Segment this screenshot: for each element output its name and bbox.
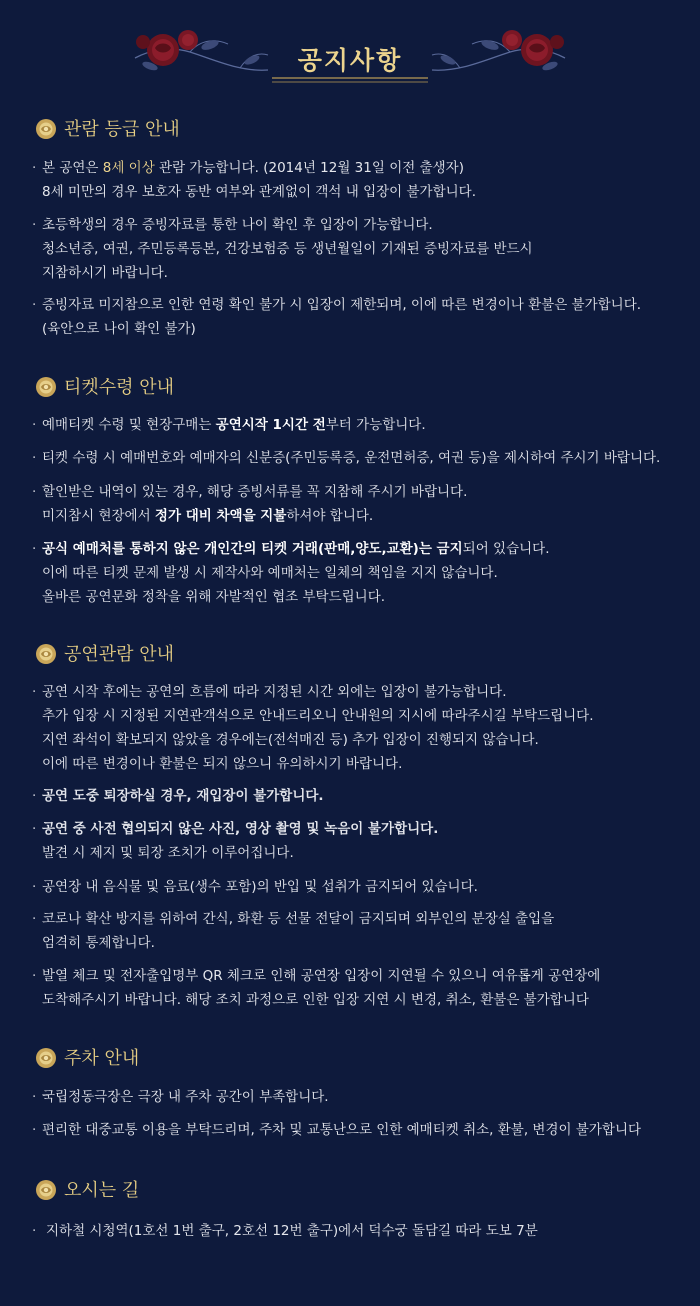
item-text-line: 미지참시 현장에서 정가 대비 차액을 지불하셔야 합니다.: [42, 508, 374, 524]
item-text-line: 엄격히 통제합니다.: [42, 935, 155, 951]
section-viewing: [0, 641, 700, 671]
rose-bullet-icon: [35, 376, 57, 398]
item-text-line: (육안으로 나이 확인 불가): [42, 321, 196, 337]
item-text-line: 공식 예매처를 통하지 않은 개인간의 티켓 거래(판매,양도,교환)는 금지되어 있습니다.: [42, 541, 550, 557]
item-text-line: 공연 도중 퇴장하실 경우, 재입장이 불가합니다.: [42, 788, 324, 804]
item-text-line: 초등학생의 경우 증빙자료를 통한 나이 확인 후 입장이 가능합니다.: [42, 217, 433, 233]
rose-bullet-icon: [35, 1179, 57, 1201]
item-text-line: 편리한 대중교통 이용을 부탁드리며, 주차 및 교통난으로 인한 예매티켓 취소, 환불, 변경이 불가합니다: [42, 1122, 642, 1138]
section-title: 티켓수령 안내: [64, 377, 175, 398]
section-header: [0, 641, 700, 671]
rose-bullet-icon: [35, 1047, 57, 1069]
section-header: [0, 1177, 700, 1207]
item-text-line: 증빙자료 미지참으로 인한 연령 확인 불가 시 입장이 제한되며, 이에 따른 변경이나 환불은 불가합니다.: [42, 297, 642, 313]
notice-page: 공지사항 관람 등급 안내 · 본 공연은 8세 이상 관람 가능합니다. (2014년 12월 31일 이전 출생자) 8세 미만의 경우 보호자 동반 여부와 관계없이 객석 내 입장이 불가합니다. · 초등학생의 경우 증빙자료를 통한 나이 확인 후 입장이 가능합니다. 청소년증, 여권, 주민등록등본, 건강보험증 등 생년월일이 기재된 증빙자료를 반드시 지참하시기 바랍니다. · 증빙자료 미지참으로 인한 연령 확인 불가 시 입장이 제한되며, 이에 따른 변경이나 환불은 불가합니다. (육안으로 나이 확인 불가) 티켓수령 안내 · 예매티켓 수령 및 현장구매는 공연시작 1시간 전부터 가능합니다. · 티켓 수령 시 예매번호와 예매자의 신분증(주민등록증, 운전면허증, 여권 등)을 제시하여 주시기 바랍니다. · 할인받은 내역이 있는 경우, 해당 증빙서류를 꼭 지참해 주시기 바랍니다. 미지참시 현장에서 정가 대비 차액을 지불하셔야 합니다. · 공식 예매처를 통하지 않은 개인간의 티켓 거래(판매,양도,교환)는 금지되어 있습니다. 이에 따른 티켓 문제 발생 시 제작사와 예매처는 일체의 책임을 지지 않습니다. 올바른 공연문화 정착을 위해 자발적인 협조 부탁드립니다. 공연관람 안내 · 공연 시작 후에는 공연의 흐름에 따라 지정된 시간 외에는 입장이 불가능합니다. 추가 입장 시 지정된 지연관객석으로 안내드리오니 안내원의 지시에 따라주시길 부탁드립니다. 지연 좌석이 확보되지 않았을 경우에는(전석매진 등) 추가 입장이 진행되지 않습니다. 이에 따른 변경이나 환불은 되지 않으니 유의하시기 바랍니다. · 공연 도중 퇴장하실 경우, 재입장이 불가합니다. · 공연 중 사전 협의되지 않은 사진, 영상 촬영 및 녹음이 불가합니다. 발견 시 제지 및 퇴장 조치가 이루어집니다. · 공연장 내 음식물 및 음료(생수 포함)의 반입 및 섭취가 금지되어 있습니다. · 코로나 확산 방지를 위하여 간식, 화환 등 선물 전달이 금지되며 외부인의 분장실 출입을 엄격히 통제합니다. · 발열 체크 및 전자출입명부 QR 체크로 인해 공연장 입장이 지연될 수 있으니 여유롭게 공연장에 도착해주시기 바랍니다. 해당 조치 과정으로 인한 입장 지연 시 변경, 취소, 환불은 불가합니다 주차 안내 · 국립정동극장은 극장 내 주차 공간이 부족합니다. · 편리한 대중교통 이용을 부탁드리며, 주차 및 교통난으로 인한 예매티켓 취소, 환불, 변경이 불가합니다 오시는 길 · 지하철 시청역(1호선 1번 출구, 2호선 12번 출구)에서 덕수궁 돌담길 따라 도보 7분: [0, 0, 700, 1306]
item-text-line: 이에 따른 변경이나 환불은 되지 않으니 유의하시기 바랍니다.: [42, 756, 403, 772]
item-text-line: 올바른 공연문화 정착을 위해 자발적인 협조 부탁드립니다.: [42, 589, 386, 605]
section-ticket: [0, 374, 700, 404]
item-text-line: 지참하시기 바랍니다.: [42, 265, 168, 281]
section-title: 공연관람 안내: [64, 644, 175, 665]
section-title: 주차 안내: [64, 1048, 140, 1069]
item-text-line: 공연장 내 음식물 및 음료(생수 포함)의 반입 및 섭취가 금지되어 있습니다.: [42, 879, 478, 895]
section-rating: [0, 116, 700, 146]
item-text-line: 도착해주시기 바랍니다. 해당 조치 과정으로 인한 입장 지연 시 변경, 취소, 환불은 불가합니다: [42, 992, 589, 1008]
section-directions: [0, 1177, 700, 1207]
section-header: [0, 1045, 700, 1075]
rose-bullet-icon: [35, 118, 57, 140]
rose-bullet-icon: [35, 643, 57, 665]
item-text-line: 국립정동극장은 극장 내 주차 공간이 부족합니다.: [42, 1089, 329, 1105]
item-text-line: 청소년증, 여권, 주민등록등본, 건강보험증 등 생년월일이 기재된 증빙자료를 반드시: [42, 241, 533, 257]
item-text-line: 본 공연은 8세 이상 관람 가능합니다. (2014년 12월 31일 이전 출생자): [42, 160, 464, 176]
page-title: 공지사항: [297, 46, 403, 75]
item-text-line: 8세 미만의 경우 보호자 동반 여부와 관계없이 객석 내 입장이 불가합니다.: [42, 184, 476, 200]
item-text-line: 할인받은 내역이 있는 경우, 해당 증빙서류를 꼭 지참해 주시기 바랍니다.: [42, 484, 468, 500]
notice-header: [0, 0, 700, 100]
item-text-line: 발견 시 제지 및 퇴장 조치가 이루어집니다.: [42, 845, 294, 861]
section-title: 관람 등급 안내: [64, 119, 180, 140]
item-text-line: 공연 중 사전 협의되지 않은 사진, 영상 촬영 및 녹음이 불가합니다.: [42, 821, 439, 837]
section-header: [0, 116, 700, 146]
section-parking: [0, 1045, 700, 1075]
item-text-line: 추가 입장 시 지정된 지연관객석으로 안내드리오니 안내원의 지시에 따라주시길 부탁드립니다.: [42, 708, 594, 724]
item-text-line: 예매티켓 수령 및 현장구매는 공연시작 1시간 전부터 가능합니다.: [42, 417, 426, 433]
section-title: 오시는 길: [64, 1180, 140, 1201]
item-text-line: 티켓 수령 시 예매번호와 예매자의 신분증(주민등록증, 운전면허증, 여권 등)을 제시하여 주시기 바랍니다.: [42, 450, 661, 466]
page-title-box: [270, 38, 430, 84]
item-text-line: 지연 좌석이 확보되지 않았을 경우에는(전석매진 등) 추가 입장이 진행되지 않습니다.: [42, 732, 539, 748]
item-text-line: 공연 시작 후에는 공연의 흐름에 따라 지정된 시간 외에는 입장이 불가능합니다.: [42, 684, 507, 700]
item-text-line: 이에 따른 티켓 문제 발생 시 제작사와 예매처는 일체의 책임을 지지 않습니다.: [42, 565, 498, 581]
item-text-line: 지하철 시청역(1호선 1번 출구, 2호선 12번 출구)에서 덕수궁 돌담길 따라 도보 7분: [46, 1223, 538, 1239]
section-header: [0, 374, 700, 404]
item-text-line: 발열 체크 및 전자출입명부 QR 체크로 인해 공연장 입장이 지연될 수 있으니 여유롭게 공연장에: [42, 968, 601, 984]
item-text-line: 코로나 확산 방지를 위하여 간식, 화환 등 선물 전달이 금지되며 외부인의 분장실 출입을: [42, 911, 555, 927]
